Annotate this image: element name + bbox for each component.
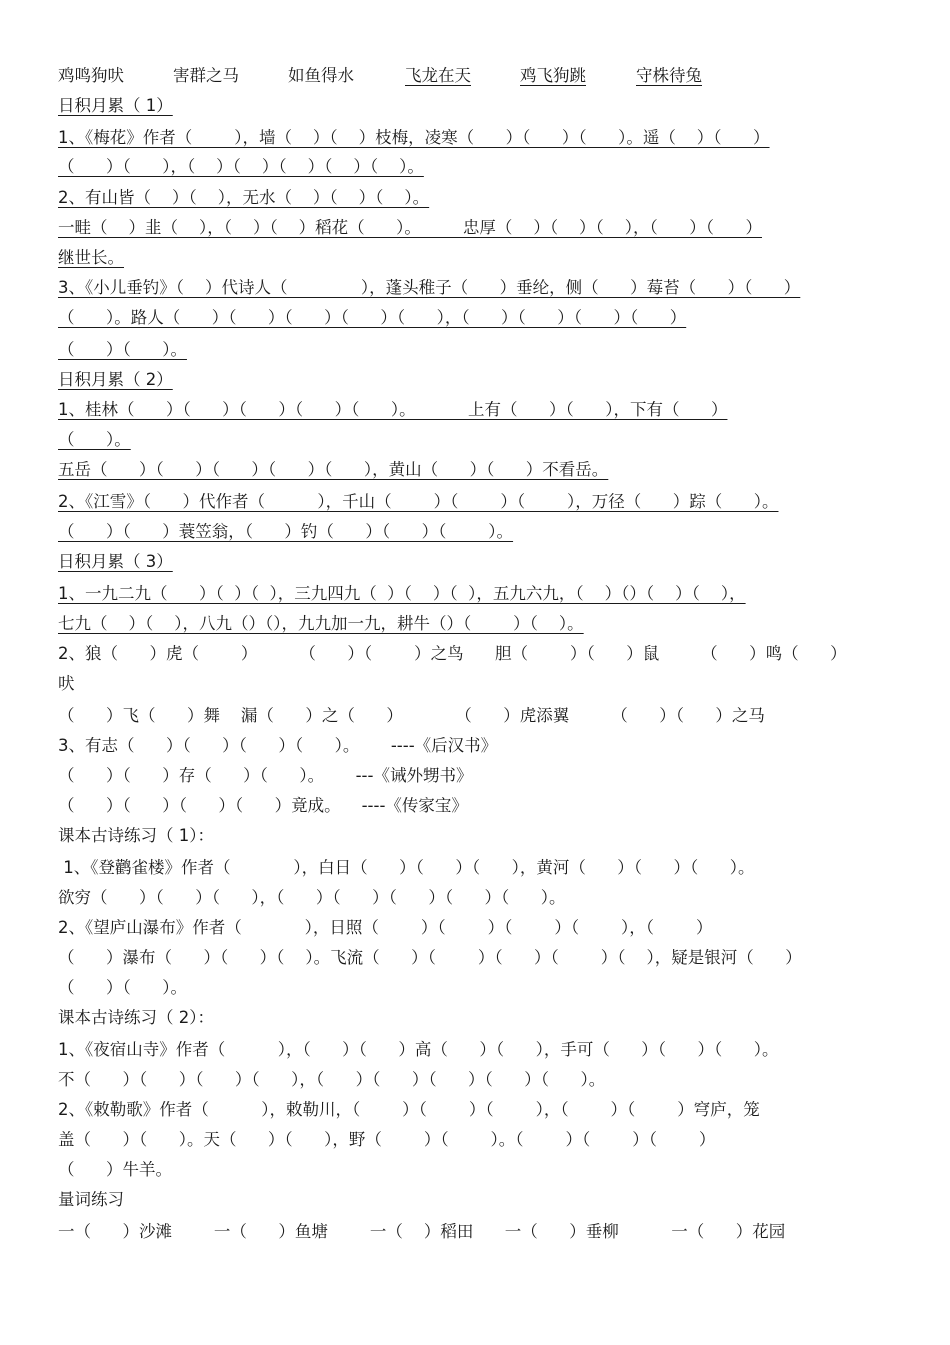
worksheet-line: 欲穷（ ）（ ）（ ），（ ）（ ）（ ）（ ）（ ）。 — [58, 888, 566, 907]
worksheet-line: 2、《敕勒歌》作者（ ），敕勒川，（ ）（ ）（ ），（ ）（ ）穹庐，笼 — [58, 1100, 760, 1119]
worksheet-line: （ ）牛羊。 — [58, 1160, 172, 1179]
worksheet-line: 2、《望庐山瀑布》作者（ ），日照（ ）（ ）（ ）（ ），（ ） — [58, 918, 713, 937]
worksheet-line: 2、有山皆（ ）（ ），无水（ ）（ ）（ ）。 — [58, 188, 430, 207]
worksheet-line: （ ）（ ）蓑笠翁，（ ）钓（ ）（ ）（ ）。 — [58, 522, 514, 541]
worksheet-line: 日积月累（ 1） — [58, 96, 173, 115]
idiom-6: 守株待兔 — [636, 66, 702, 85]
worksheet-line: （ ）（ ），（ ）（ ）（ ）（ ）（ ）。 — [58, 157, 424, 176]
idiom-4: 飞龙在天 — [405, 66, 471, 85]
worksheet-line: （ ）瀑布（ ）（ ）（ ）。飞流（ ）（ ）（ ）（ ）（ ），疑是银河（ ） — [58, 948, 802, 967]
worksheet-line: 五岳（ ）（ ）（ ）（ ）（ ），黄山（ ）（ ）不看岳。 — [58, 460, 609, 479]
worksheet-line: 课本古诗练习（ 1）： — [58, 826, 214, 845]
worksheet-line: 1、《夜宿山寺》作者（ ），（ ）（ ）高（ ）（ ），手可（ ）（ ）（ ）。 — [58, 1040, 779, 1059]
worksheet-line: 不（ ）（ ）（ ）（ ），（ ）（ ）（ ）（ ）（ ）。 — [58, 1070, 606, 1089]
worksheet-line: 课本古诗练习（ 2）： — [58, 1008, 214, 1027]
idiom-5: 鸡飞狗跳 — [520, 66, 586, 85]
worksheet-line: 盖（ ）（ ）。天（ ）（ ），野（ ）（ ）。（ ）（ ）（ ） — [58, 1130, 716, 1149]
worksheet-line: （ ）（ ）。 — [58, 978, 187, 997]
worksheet-line: 量词练习 — [58, 1190, 124, 1209]
worksheet-line: （ ）。 — [58, 430, 131, 449]
worksheet-line: 七九（ ）（ ），八九（）（），九九加一九，耕牛（）（ ）（ ）。 — [58, 614, 584, 633]
idiom-1: 鸡鸣狗吠 — [58, 66, 124, 85]
worksheet-line: 3、有志（ ）（ ）（ ）（ ）。 ----《后汉书》 — [58, 736, 498, 755]
worksheet-line: 1、《梅花》作者（ ），墙（ ）（ ）枝梅，凌寒（ ）（ ）（ ）。遥（ ）（ ） — [58, 128, 770, 147]
worksheet-line: 吠 — [58, 674, 75, 693]
worksheet-line: 2、狼（ ）虎（ ） （ ）（ ）之鸟 胆（ ）（ ）鼠 （ ）鸣（ ） — [58, 644, 847, 663]
worksheet-line: 日积月累（ 3） — [58, 552, 173, 571]
worksheet-line: 一畦（ ）韭（ ），（ ）（ ）稻花（ ）。 忠厚（ ）（ ）（ ），（ ）（ ） — [58, 218, 762, 237]
worksheet-line: （ ）（ ）。 — [58, 340, 187, 359]
worksheet-line: 1、一九二九（ ）（ ）（ ），三九四九（ ）（ ）（ ），五九六九，（ ）（）（ ）（ ）， — [58, 584, 746, 603]
worksheet-line: 3、《小儿垂钓》（ ）代诗人（ ），蓬头稚子（ ）垂纶，侧（ ）莓苔（ ）（ ） — [58, 278, 801, 297]
worksheet-line: 日积月累（ 2） — [58, 370, 173, 389]
worksheet-line: （ ）（ ）存（ ）（ ）。 ---《诫外甥书》 — [58, 766, 473, 785]
worksheet-line: 1、《登鹳雀楼》作者（ ），白日（ ）（ ）（ ），黄河（ ）（ ）（ ）。 — [58, 858, 755, 877]
worksheet-line: （ ）（ ）（ ）（ ）竟成。 ----《传家宝》 — [58, 796, 468, 815]
worksheet-line: （ ）飞（ ）舞 漏（ ）之（ ） （ ）虎添翼 （ ）（ ）之马 — [58, 706, 765, 725]
worksheet-line: 1、桂林（ ）（ ）（ ）（ ）（ ）。 上有（ ）（ ），下有（ ） — [58, 400, 728, 419]
worksheet-line: 继世长。 — [58, 248, 124, 267]
idiom-2: 害群之马 — [173, 66, 239, 85]
worksheet-line: 2、《江雪》（ ）代作者（ ），千山（ ）（ ）（ ），万径（ ）踪（ ）。 — [58, 492, 779, 511]
worksheet-line: （ ）。路人（ ）（ ）（ ）（ ）（ ），（ ）（ ）（ ）（ ） — [58, 308, 687, 327]
idiom-3: 如鱼得水 — [288, 66, 354, 85]
worksheet-line: 一（ ）沙滩 一（ ）鱼塘 一（ ）稻田 一（ ）垂柳 一（ ）花园 — [58, 1222, 786, 1241]
